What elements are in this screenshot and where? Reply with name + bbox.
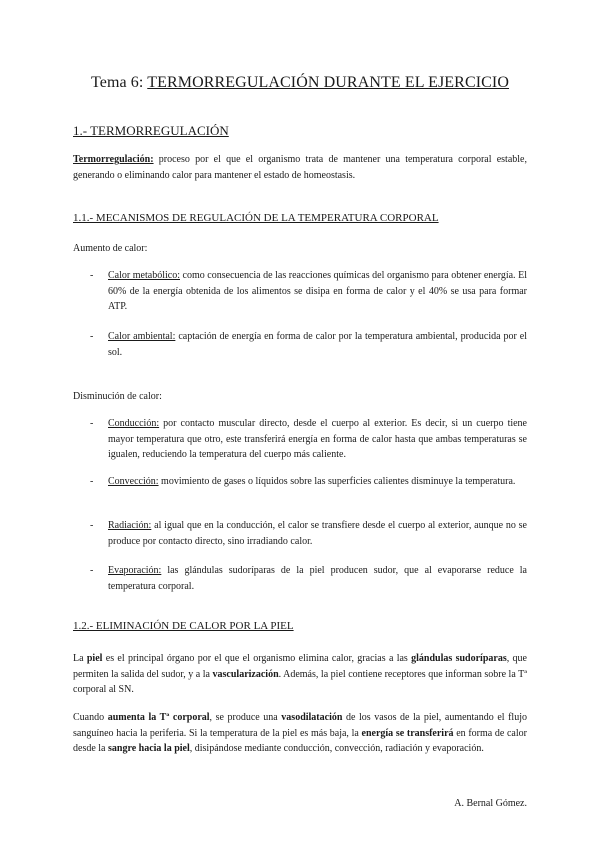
list-bullet: - bbox=[90, 270, 94, 281]
definition-term: Termorregulación: bbox=[73, 154, 154, 165]
subsection-heading-1-2: 1.2.- ELIMINACIÓN DE CALOR POR LA PIEL bbox=[73, 620, 294, 632]
skin-paragraph-2: Cuando aumenta la Tª corporal, se produce una vasodilatación de los vasos de la piel, aumentando el flujo sanguíneo hacia la periferia. Si la temperatura de la piel es más baja, la energía se transferirá en forma de calor desde la sangre hacia la piel, disipándose mediante conducción, convección, radiación y evaporación. bbox=[73, 712, 527, 754]
list-item: Conducción: por contacto muscular directo, desde el cuerpo al exterior. Es decir, si un cuerpo tiene mayor temperatura que otro, este transferirá energía en forma de calor hasta que ambas temperaturas se igualen, reduciendo la temperatura del cuerpo más caliente. bbox=[108, 418, 527, 460]
definition-paragraph: Termorregulación: proceso por el que el organismo trata de mantener una temperatura corporal estable, generando o eliminando calor para mantener el estado de homeostasis. bbox=[73, 154, 527, 181]
list-item: Calor metabólico: como consecuencia de las reacciones químicas del organismo para obtener energía. El 60% de la energía obtenida de los alimentos se disipa en forma de calor y el 40% se usa para formar ATP. bbox=[108, 270, 527, 312]
skin-paragraph-1: La piel es el principal órgano por el que el organismo elimina calor, gracias a las glándulas sudoríparas, que permiten la salida del sudor, y a la vascularización. Además, la piel contiene receptores que informan sobre la Tª corporal al SN. bbox=[73, 653, 527, 695]
list-bullet: - bbox=[90, 476, 94, 487]
footer-author: A. Bernal Gómez. bbox=[454, 798, 527, 809]
page-title bbox=[0, 74, 600, 92]
list-item: Convección: movimiento de gases o líquidos sobre las superficies calientes disminuye la temperatura. bbox=[108, 476, 516, 487]
title-main: TERMORREGULACIÓN DURANTE EL EJERCICIO bbox=[147, 74, 510, 91]
list-bullet: - bbox=[90, 418, 94, 429]
list-bullet: - bbox=[90, 565, 94, 576]
section-heading: 1.- TERMORREGULACIÓN bbox=[73, 123, 229, 138]
heat-loss-label: Disminución de calor: bbox=[73, 391, 162, 402]
list-item: Radiación: al igual que en la conducción, el calor se transfiere desde el cuerpo al exterior, aunque no se produce por contacto directo, sino irradiando calor. bbox=[108, 520, 527, 547]
list-bullet: - bbox=[90, 331, 94, 342]
list-bullet: - bbox=[90, 520, 94, 531]
subsection-heading-1-1: 1.1.- MECANISMOS DE REGULACIÓN DE LA TEMPERATURA CORPORAL bbox=[73, 212, 439, 224]
title-prefix: Tema 6: bbox=[90, 74, 144, 91]
list-item: Evaporación: las glándulas sudoríparas de la piel producen sudor, que al evaporarse reduce la temperatura corporal. bbox=[108, 565, 527, 592]
list-item: Calor ambiental: captación de energía en forma de calor por la temperatura ambiental, producida por el sol. bbox=[108, 331, 527, 358]
heat-gain-label: Aumento de calor: bbox=[73, 243, 148, 254]
